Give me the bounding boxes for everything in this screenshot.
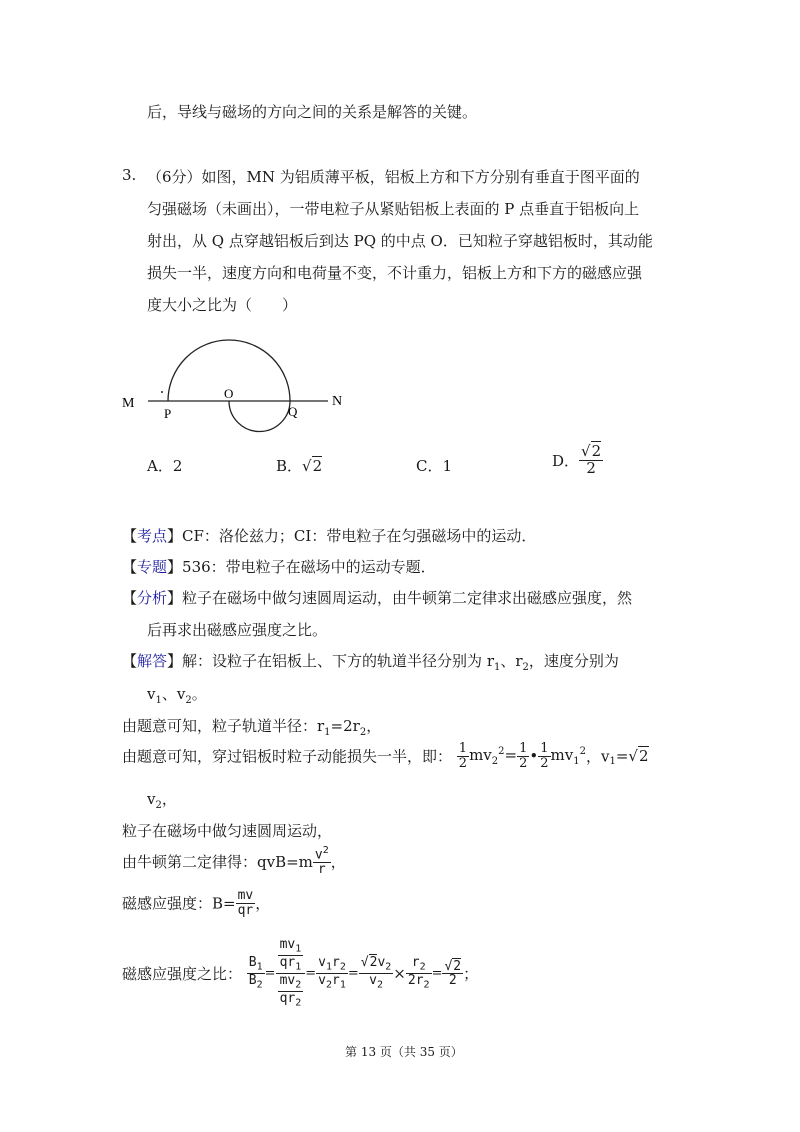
step-field-end: ，	[255, 894, 271, 913]
zhuanti-tag-text: 专题	[137, 558, 168, 576]
label-N: N	[332, 394, 343, 409]
fenxi-tag: 【分析】	[122, 589, 183, 607]
option-d-letter: D．	[552, 451, 580, 470]
option-a-letter: A．	[147, 457, 173, 475]
option-c-value: 1	[442, 457, 453, 475]
question-line-3: 射出，从 Q 点穿越铝板后到达 PQ 的中点 O．已知粒子穿越铝板时，其动能	[147, 232, 653, 250]
step-energy-end: ，	[161, 790, 177, 808]
question-points	[147, 166, 640, 187]
jieda-v1: v	[147, 685, 156, 703]
label-O: O	[224, 386, 234, 401]
jieda-line-1c: ，速度分别为	[528, 652, 619, 670]
question-points-label: （6分）	[147, 168, 202, 186]
option-a	[147, 455, 182, 476]
frac-result: $\frac{√2}{2}$	[444, 958, 462, 989]
jieda-line-1: 解：设粒子在铝板上、下方的轨道半径分别为 r	[182, 652, 494, 670]
frac-mv-over-qr: $\frac{mv}{qr}$	[237, 888, 254, 918]
step-energy-v1: ，v	[585, 747, 610, 766]
question-line-1: 如图，MN 为铝质薄平板，铝板上方和下方分别有垂直于图平面的	[201, 168, 640, 186]
step-field	[122, 889, 270, 917]
jieda-tag: 【解答】	[122, 652, 183, 670]
step-radius: 由题意可知，粒子轨道半径：$r_1=2r_2$，	[122, 717, 382, 738]
step-energy: 由题意可知，穿过铝板时粒子动能损失一半，即： $\frac{1}{2}$ $mv_2^2=$ $\frac{1}{2}$ • $\frac{1}{2}$ $mv_1^2$，$v_1=√2$	[122, 741, 649, 771]
step-energy-cont: $v_2$，	[147, 790, 177, 811]
step-ratio: 磁感应强度之比： $\frac{B_1}{B_2}$ = $\frac{\frac{mv_1}{qr_1}}{\frac{mv_2}{qr_2}}$ = $\frac{v_1r_2}{v_2r_1}$ = $\frac{√2v_2}{v_2}$ × $\frac{r_2}{2r_2}$ = $\frac{√2}{2}$ ；	[122, 937, 479, 1009]
option-d	[552, 444, 603, 477]
fenxi-line-2: 后再求出磁感应强度之比。	[147, 621, 328, 639]
kaodian-tag-text: 考点	[137, 527, 168, 545]
option-c-letter: C．	[416, 457, 443, 475]
jieda-v2: 、v	[161, 685, 186, 703]
jieda-tag-text: 解答	[137, 652, 168, 670]
frac-vr: $\frac{v_1r_2}{v_2r_1}$	[318, 955, 346, 991]
label-P: P	[164, 406, 172, 421]
marker-dot	[161, 391, 163, 393]
option-d-fraction: $\frac{√2}{2}$	[581, 442, 602, 477]
step-ratio-text: 磁感应强度之比：	[122, 965, 243, 984]
option-d-den: 2	[586, 458, 596, 477]
step-newton-text: 由牛顿第二定律得：qvB=m	[122, 852, 313, 871]
question-line-5: 度大小之比为（ ）	[147, 296, 298, 314]
frac-complex: $\frac{\frac{mv_1}{qr_1}}{\frac{mv_2}{qr_2}}$	[276, 938, 306, 1009]
jieda-line-2: $v_1$、$v_2$。	[147, 685, 207, 706]
fenxi-row	[122, 587, 632, 608]
option-d-num: 2	[591, 442, 602, 460]
zhuanti-tag: 【专题】	[122, 558, 183, 576]
frac-half-2: $\frac{1}{2}$	[519, 741, 528, 771]
question-line-4: 损失一半，速度方向和电荷量不变，不计重力，铝板上方和下方的磁感应强	[147, 264, 643, 282]
zhuanti-text: 536：带电粒子在磁场中的运动专题．	[182, 558, 436, 576]
option-a-value: 2	[172, 457, 183, 475]
step-field-text: 磁感应强度：B=	[122, 894, 236, 913]
label-M: M	[122, 396, 135, 411]
question-number: 3.	[122, 166, 137, 184]
option-b-letter: B．	[276, 457, 303, 475]
frac-b1-over-b2: $\frac{B_1}{B_2}$	[248, 955, 263, 991]
kaodian-tag: 【考点】	[122, 527, 183, 545]
frac-v2-over-r: $\frac{v^2}{r}$	[314, 845, 329, 877]
step-newton	[122, 846, 346, 877]
step-radius-end: ，	[366, 717, 382, 735]
question-line-2: 匀强磁场（未画出），一带电粒子从紧贴铝板上表面的 P 点垂直于铝板向上	[147, 200, 640, 218]
step-energy-eq: =	[615, 747, 629, 766]
page-footer: 第 13 页（共 35 页）	[345, 1045, 463, 1059]
zhuanti-row	[122, 556, 436, 577]
frac-r2: $\frac{r_2}{2r_2}$	[407, 955, 430, 991]
jieda-line-1b: 、r	[500, 652, 523, 670]
trajectory-figure	[118, 330, 358, 440]
option-c	[416, 455, 452, 476]
label-Q: Q	[288, 404, 298, 419]
fenxi-tag-text: 分析	[137, 589, 168, 607]
step-energy-text: 由题意可知，穿过铝板时粒子动能损失一半，即：	[122, 747, 453, 766]
step-energy-v2: v	[147, 790, 156, 808]
step-newton-end: ，	[330, 852, 346, 871]
continuation-text: 后，导线与磁场的方向之间的关系是解答的关键。	[147, 103, 478, 121]
kaodian-text: CF：洛伦兹力；CI：带电粒子在匀强磁场中的运动．	[182, 527, 537, 545]
jieda-line-2-end: 。	[191, 685, 207, 703]
step-radius-text: 由题意可知，粒子轨道半径：r	[122, 717, 325, 735]
step-circular: 粒子在磁场中做匀速圆周运动，	[122, 822, 333, 840]
frac-sqrt2v2: $\frac{√2v_2}{v_2}$	[360, 955, 392, 991]
frac-half-1: $\frac{1}{2}$	[458, 741, 468, 771]
option-b-value: 2	[312, 457, 323, 475]
option-b	[276, 455, 322, 476]
sqrt-symbol: √	[302, 457, 312, 475]
frac-half-3: $\frac{1}{2}$	[540, 741, 549, 771]
step-radius-eq: =2r	[330, 717, 360, 735]
kaodian-row	[122, 525, 536, 546]
lower-arc	[229, 401, 290, 431]
fenxi-line-1: 粒子在磁场中做匀速圆周运动，由牛顿第二定律求出磁感应强度，然	[182, 589, 633, 607]
jieda-row: 【解答】解：设粒子在铝板上、下方的轨道半径分别为 $r_1$、$r_2$，速度分别为	[122, 652, 619, 673]
